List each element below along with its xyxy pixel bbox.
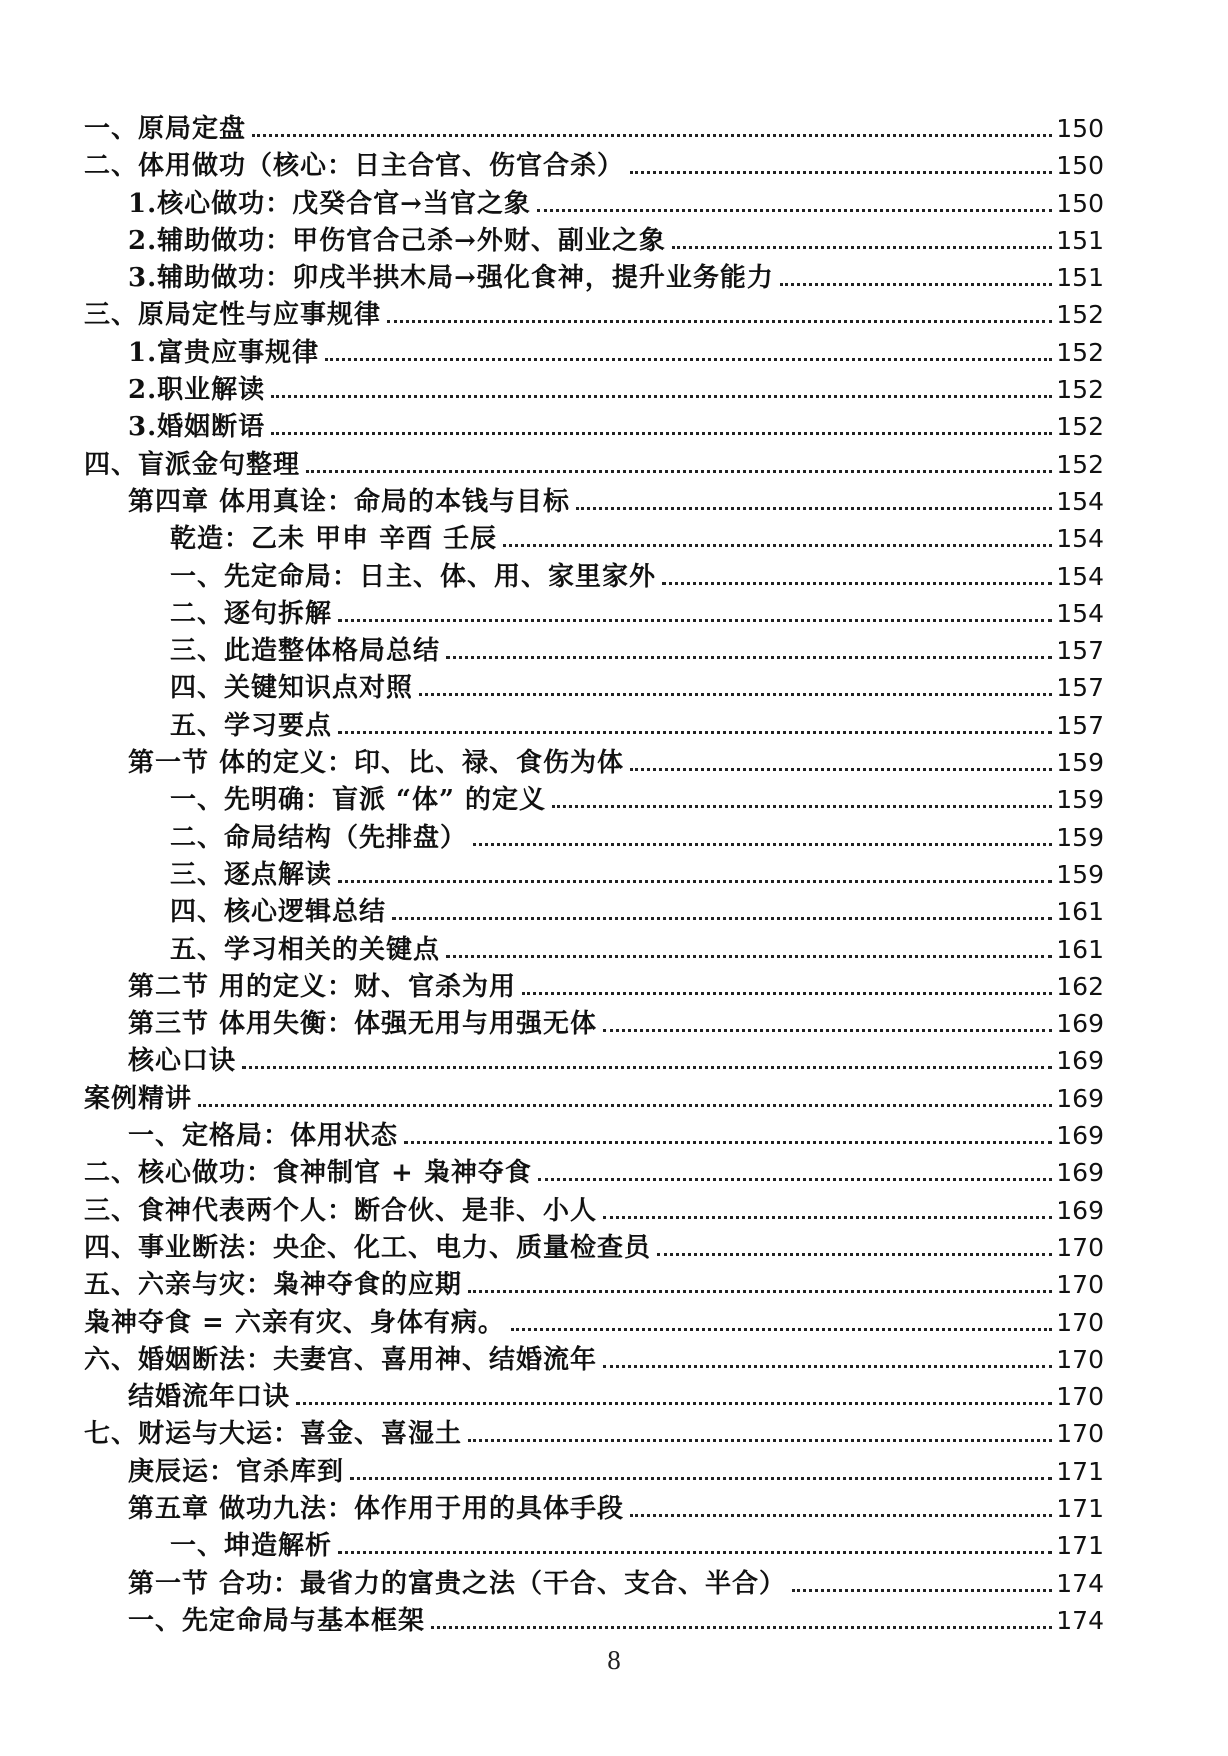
- toc-entry-title: 二、核心做功：食神制官 + 枭神夺食: [84, 1158, 532, 1189]
- dot-leader: [473, 843, 1052, 846]
- dot-leader: [603, 1029, 1052, 1032]
- toc-entry-page: 171: [1056, 1456, 1104, 1486]
- dot-leader: [657, 1253, 1052, 1256]
- dot-leader: [296, 1402, 1052, 1405]
- toc-entry-page: 170: [1056, 1232, 1104, 1262]
- toc-entry-page: 154: [1056, 561, 1104, 591]
- toc-entry[interactable]: [84, 1192, 1104, 1229]
- dot-leader: [338, 619, 1052, 622]
- toc-entry-title: 1.核心做功：戊癸合官→当官之象: [128, 188, 531, 219]
- toc-entry[interactable]: [84, 334, 1104, 371]
- dot-leader: [538, 1178, 1052, 1181]
- toc-entry[interactable]: [84, 147, 1104, 184]
- toc-entry-page: 170: [1056, 1270, 1104, 1300]
- toc-entry-title: 枭神夺食 = 六亲有灾、身体有病。: [84, 1307, 505, 1338]
- toc-entry[interactable]: [84, 1117, 1104, 1154]
- toc-entry[interactable]: [84, 1080, 1104, 1117]
- toc-entry[interactable]: [84, 296, 1104, 333]
- toc-entry-page: 161: [1056, 934, 1104, 964]
- toc-entry-page: 151: [1056, 225, 1104, 255]
- toc-entry-page: 171: [1056, 1531, 1104, 1561]
- toc-entry-page: 157: [1056, 710, 1104, 740]
- toc-entry[interactable]: [84, 968, 1104, 1005]
- toc-entry-page: 152: [1056, 412, 1104, 442]
- toc-entry-page: 150: [1056, 188, 1104, 218]
- dot-leader: [446, 656, 1052, 659]
- toc-entry-title: 四、关键知识点对照: [170, 673, 414, 704]
- dot-leader: [446, 955, 1052, 958]
- toc-entry[interactable]: [84, 259, 1104, 296]
- toc-entry[interactable]: [84, 819, 1104, 856]
- toc-entry-title: 核心口诀: [128, 1046, 237, 1077]
- toc-entry-title: 一、先定命局：日主、体、用、家里家外: [170, 561, 657, 592]
- toc-entry[interactable]: [84, 669, 1104, 706]
- toc-entry-page: 152: [1056, 375, 1104, 405]
- toc-entry-title: 第一节 体的定义：印、比、禄、食伤为体: [128, 748, 625, 779]
- table-of-contents: [84, 110, 1104, 1639]
- toc-entry-page: 169: [1056, 1009, 1104, 1039]
- toc-entry-title: 乾造：乙未 甲申 辛酉 壬辰: [170, 524, 498, 555]
- toc-entry-title: 二、逐句拆解: [170, 598, 333, 629]
- toc-entry-title: 二、命局结构（先排盘）: [170, 822, 468, 853]
- toc-entry-page: 154: [1056, 598, 1104, 628]
- toc-entry-title: 案例精讲: [84, 1083, 193, 1114]
- toc-entry-page: 151: [1056, 263, 1104, 293]
- dot-leader: [503, 544, 1052, 547]
- page-number: 8: [607, 1645, 621, 1675]
- toc-entry[interactable]: [84, 185, 1104, 222]
- toc-entry-title: 第一节 合功：最省力的富贵之法（干合、支合、半合）: [128, 1568, 787, 1599]
- toc-entry-title: 五、学习要点: [170, 710, 333, 741]
- toc-entry[interactable]: [84, 1229, 1104, 1266]
- toc-entry[interactable]: [84, 1527, 1104, 1564]
- toc-entry[interactable]: [84, 1341, 1104, 1378]
- toc-entry-page: 162: [1056, 971, 1104, 1001]
- toc-entry-page: 170: [1056, 1344, 1104, 1374]
- toc-entry-title: 一、先明确：盲派 “体” 的定义: [170, 785, 547, 816]
- toc-entry[interactable]: [84, 744, 1104, 781]
- toc-entry-page: 169: [1056, 1158, 1104, 1188]
- toc-entry-title: 庚辰运：官杀库到: [128, 1456, 345, 1487]
- toc-entry-title: 三、此造整体格局总结: [170, 636, 441, 667]
- toc-entry-page: 159: [1056, 859, 1104, 889]
- dot-leader: [271, 395, 1052, 398]
- dot-leader: [662, 582, 1052, 585]
- dot-leader: [603, 1365, 1052, 1368]
- toc-entry-page: 154: [1056, 524, 1104, 554]
- toc-entry-title: 2.职业解读: [128, 375, 266, 406]
- toc-entry-title: 四、盲派金句整理: [84, 449, 301, 480]
- toc-entry-title: 结婚流年口诀: [128, 1382, 291, 1413]
- toc-entry[interactable]: [84, 110, 1104, 147]
- dot-leader: [325, 358, 1052, 361]
- dot-leader: [198, 1104, 1052, 1107]
- toc-entry-title: 一、原局定盘: [84, 114, 247, 144]
- toc-entry-title: 五、学习相关的关键点: [170, 934, 441, 965]
- toc-entry[interactable]: [84, 1602, 1104, 1639]
- toc-entry-title: 第二节 用的定义：财、官杀为用: [128, 971, 517, 1002]
- toc-entry[interactable]: [84, 1005, 1104, 1042]
- dot-leader: [552, 805, 1052, 808]
- dot-leader: [511, 1328, 1052, 1331]
- toc-entry-page: 159: [1056, 785, 1104, 815]
- dot-leader: [431, 1626, 1052, 1629]
- toc-entry[interactable]: [84, 520, 1104, 557]
- toc-entry-title: 七、财运与大运：喜金、喜湿土: [84, 1419, 463, 1450]
- toc-entry-page: 169: [1056, 1046, 1104, 1076]
- toc-entry-page: 157: [1056, 673, 1104, 703]
- toc-entry[interactable]: [84, 707, 1104, 744]
- toc-entry-page: 159: [1056, 748, 1104, 778]
- toc-entry-title: 四、核心逻辑总结: [170, 897, 387, 928]
- dot-leader: [630, 171, 1052, 174]
- toc-entry-page: 169: [1056, 1121, 1104, 1151]
- toc-entry-title: 三、食神代表两个人：断合伙、是非、小人: [84, 1195, 598, 1226]
- toc-entry-title: 一、坤造解析: [170, 1531, 333, 1562]
- dot-leader: [419, 693, 1052, 696]
- toc-entry[interactable]: [84, 856, 1104, 893]
- toc-entry-title: 3.婚姻断语: [128, 412, 266, 443]
- toc-entry[interactable]: [84, 893, 1104, 930]
- toc-entry-title: 第四章 体用真诠：命局的本钱与目标: [128, 486, 571, 517]
- toc-entry[interactable]: [84, 222, 1104, 259]
- dot-leader: [603, 1216, 1052, 1219]
- toc-entry-title: 五、六亲与灾：枭神夺食的应期: [84, 1270, 463, 1301]
- toc-entry-title: 四、事业断法：央企、化工、电力、质量检查员: [84, 1232, 652, 1263]
- toc-entry[interactable]: [84, 632, 1104, 669]
- dot-leader: [537, 209, 1052, 212]
- toc-entry-page: 174: [1056, 1568, 1104, 1598]
- toc-entry-title: 六、婚姻断法：夫妻宫、喜用神、结婚流年: [84, 1344, 598, 1375]
- toc-entry-page: 169: [1056, 1083, 1104, 1113]
- toc-entry-page: 150: [1056, 151, 1104, 181]
- toc-entry-page: 170: [1056, 1382, 1104, 1412]
- toc-entry-page: 152: [1056, 449, 1104, 479]
- toc-entry-page: 150: [1056, 114, 1104, 143]
- dot-leader: [271, 432, 1052, 435]
- toc-entry-title: 一、定格局：体用状态: [128, 1121, 399, 1152]
- toc-entry-page: 152: [1056, 337, 1104, 367]
- toc-entry-page: 174: [1056, 1605, 1104, 1635]
- toc-entry[interactable]: [84, 446, 1104, 483]
- dot-leader: [252, 134, 1052, 137]
- dot-leader: [630, 1514, 1052, 1517]
- toc-entry-title: 三、原局定性与应事规律: [84, 300, 382, 331]
- toc-entry[interactable]: [84, 1154, 1104, 1191]
- dot-leader: [576, 507, 1052, 510]
- toc-entry-page: 169: [1056, 1195, 1104, 1225]
- toc-entry-title: 一、先定命局与基本框架: [128, 1605, 426, 1636]
- toc-entry-title: 三、逐点解读: [170, 859, 333, 890]
- toc-entry[interactable]: [84, 931, 1104, 968]
- toc-entry[interactable]: [84, 1490, 1104, 1527]
- toc-entry-page: 170: [1056, 1307, 1104, 1337]
- dot-leader: [350, 1477, 1052, 1480]
- toc-entry-page: 152: [1056, 300, 1104, 330]
- toc-entry-title: 第五章 做功九法：体作用于用的具体手段: [128, 1493, 625, 1524]
- dot-leader: [468, 1439, 1052, 1442]
- toc-entry[interactable]: [84, 558, 1104, 595]
- dot-leader: [387, 320, 1052, 323]
- toc-entry[interactable]: [84, 371, 1104, 408]
- dot-leader: [338, 1551, 1052, 1554]
- dot-leader: [392, 917, 1052, 920]
- toc-entry[interactable]: [84, 595, 1104, 632]
- toc-entry-title: 第三节 体用失衡：体强无用与用强无体: [128, 1009, 598, 1040]
- dot-leader: [404, 1141, 1052, 1144]
- toc-entry-title: 2.辅助做功：甲伤官合己杀→外财、副业之象: [128, 225, 666, 256]
- toc-entry[interactable]: [84, 408, 1104, 445]
- toc-entry[interactable]: [84, 1453, 1104, 1490]
- toc-entry-title: 1.富贵应事规律: [128, 337, 320, 368]
- toc-entry-page: 157: [1056, 636, 1104, 666]
- dot-leader: [338, 880, 1052, 883]
- toc-entry[interactable]: [84, 1266, 1104, 1303]
- dot-leader: [242, 1066, 1052, 1069]
- dot-leader: [792, 1589, 1052, 1592]
- toc-entry-page: 161: [1056, 897, 1104, 927]
- dot-leader: [468, 1290, 1052, 1293]
- toc-entry[interactable]: [84, 1565, 1104, 1602]
- dot-leader: [522, 992, 1052, 995]
- dot-leader: [630, 768, 1052, 771]
- toc-entry[interactable]: [84, 1304, 1104, 1341]
- dot-leader: [338, 731, 1052, 734]
- toc-entry[interactable]: [84, 1378, 1104, 1415]
- dot-leader: [306, 470, 1052, 473]
- toc-entry-page: 159: [1056, 822, 1104, 852]
- toc-entry-page: 154: [1056, 486, 1104, 516]
- toc-entry[interactable]: [84, 1042, 1104, 1079]
- dot-leader: [672, 246, 1052, 249]
- toc-entry[interactable]: [84, 1415, 1104, 1452]
- toc-entry-page: 171: [1056, 1493, 1104, 1523]
- toc-entry[interactable]: [84, 483, 1104, 520]
- toc-entry[interactable]: [84, 781, 1104, 818]
- toc-entry-page: 170: [1056, 1419, 1104, 1449]
- toc-entry-title: 二、体用做功（核心：日主合官、伤官合杀）: [84, 151, 625, 182]
- dot-leader: [780, 283, 1052, 286]
- toc-entry-title: 3.辅助做功：卯戌半拱木局→强化食神，提升业务能力: [128, 263, 774, 294]
